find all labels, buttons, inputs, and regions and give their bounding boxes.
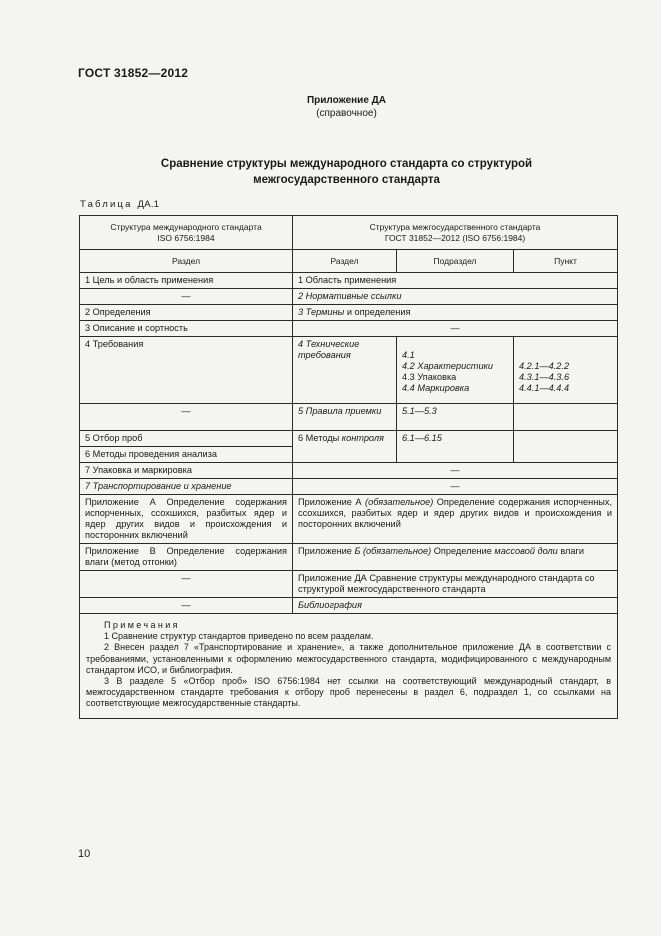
cell-intl: Приложение В Определение содержания влаги (метод отгонки) xyxy=(80,544,293,571)
heading-line-1: Сравнение структуры международного стандарта со структурой xyxy=(160,158,533,170)
table-row xyxy=(80,598,618,614)
page-number: 10 xyxy=(78,848,91,860)
annex-subtitle: (справочное) xyxy=(316,108,377,119)
cell-interstate: 2 Нормативные ссылки xyxy=(293,289,618,305)
table-row xyxy=(80,463,618,479)
cell-section: 5 Правила приемки xyxy=(293,404,397,431)
table-caption-label: Таблица xyxy=(80,199,133,210)
table-row xyxy=(80,571,618,598)
table-row xyxy=(80,289,618,305)
cell-intl: 3 Описание и сортность xyxy=(80,321,293,337)
cell-text: и определения xyxy=(344,307,411,317)
item-line: 4.3.1—4.3.6 xyxy=(519,372,570,382)
cell-intl: 5 Отбор проб xyxy=(80,431,293,447)
cell-section: 4 Технические требования xyxy=(293,337,397,404)
head-intl-structure: Структура международного стандарта ISO 6756:1984 xyxy=(80,216,293,250)
cell-intl: 7 Упаковка и маркировка xyxy=(80,463,293,479)
head-interstate-structure: Структура межгосударственного стандарта ГОСТ 31852—2012 (ISO 6756:1984) xyxy=(293,216,618,250)
item-line: 4.2.1—4.2.2 xyxy=(519,361,570,371)
cell-text: влаги xyxy=(557,546,584,556)
head-col-section: Раздел xyxy=(80,250,293,273)
table-notes-row xyxy=(80,614,618,719)
cell-subsection: 5.1—5.3 xyxy=(397,404,514,431)
cell-text-italic: Б (обязательное) xyxy=(354,546,432,556)
cell-text-italic: (обязательное) xyxy=(365,497,434,507)
cell-interstate: Библиография xyxy=(293,598,618,614)
table-row xyxy=(80,404,618,431)
annex-title: Приложение ДА xyxy=(306,95,387,106)
cell-interstate: 1 Область применения xyxy=(293,273,618,289)
cell-intl: 6 Методы проведения анализа xyxy=(80,447,293,463)
document-code: ГОСТ 31852—2012 xyxy=(78,66,189,80)
subsection-line: 4.4 Маркировка xyxy=(402,383,470,393)
cell-intl: — xyxy=(80,598,293,614)
cell-intl: 7 Транспортирование и хранение xyxy=(80,479,293,495)
table-row xyxy=(80,431,618,447)
cell-section xyxy=(293,431,397,463)
cell-subsection: 6.1—6.15 xyxy=(397,431,514,463)
table-head-row xyxy=(80,216,618,250)
cell-interstate xyxy=(293,544,618,571)
subsection-line: 4.1 xyxy=(402,350,415,360)
cell-subsection xyxy=(397,337,514,404)
cell-intl: Приложение А Определение содержания испорченных, ссохшихся, разбитых ядер и ядер других видов и происхождения и посторонних включений xyxy=(80,495,293,544)
cell-interstate: Приложение ДА Сравнение структуры международного стандарта со структурой межгосударственного стандарта xyxy=(293,571,618,598)
comparison-table xyxy=(79,215,618,719)
cell-intl: 2 Определения xyxy=(80,305,293,321)
table-row xyxy=(80,495,618,544)
cell-interstate xyxy=(293,495,618,544)
cell-text-italic: контроля xyxy=(341,433,384,443)
cell-item xyxy=(514,337,618,404)
subsection-line: 4.3 Упаковка xyxy=(402,372,457,382)
cell-text: Приложение А xyxy=(298,497,366,507)
head-col-item: Пункт xyxy=(514,250,618,273)
table-row xyxy=(80,305,618,321)
cell-interstate xyxy=(293,305,618,321)
table-row xyxy=(80,321,618,337)
cell-interstate: — xyxy=(293,321,618,337)
cell-intl: — xyxy=(80,571,293,598)
table-notes xyxy=(80,614,618,719)
head-col-subsection: Подраздел xyxy=(397,250,514,273)
note-2: 2 Внесен раздел 7 «Транспортирование и хранение», а также дополнительное приложение ДА в соответствии с требованиями, установленными к оформлению межгосударственного стандарта, модифицированного с международным стандартом ИСО, и библиография. xyxy=(86,642,612,675)
table-row xyxy=(80,479,618,495)
cell-text-italic: 3 Термины xyxy=(298,307,345,317)
cell-text: Определение xyxy=(431,546,495,556)
cell-text: Приложение xyxy=(298,546,355,556)
cell-intl: 1 Цель и область применения xyxy=(80,273,293,289)
cell-interstate: — xyxy=(293,463,618,479)
table-row xyxy=(80,273,618,289)
cell-item xyxy=(514,404,618,431)
table-subhead-row xyxy=(80,250,618,273)
heading-line-2: межгосударственного стандарта xyxy=(253,174,440,186)
table-caption xyxy=(80,199,159,210)
cell-intl: — xyxy=(80,289,293,305)
cell-interstate: — xyxy=(293,479,618,495)
item-line: 4.4.1—4.4.4 xyxy=(519,383,570,393)
note-1: 1 Сравнение структур стандартов приведено по всем разделам. xyxy=(104,631,374,642)
table-caption-number: ДА.1 xyxy=(137,199,160,210)
cell-text: 6 Методы xyxy=(298,433,342,443)
cell-intl: 4 Требования xyxy=(80,337,293,404)
table-row xyxy=(80,337,618,404)
note-3: 3 В разделе 5 «Отбор проб» ISO 6756:1984 нет ссылки на соответствующий международный стандарт, в межгосударственном стандарте требования к отбору проб перенесены в раздел 6, подраздел 1, со ссылками на соответствующие межгосударственные стандарты. xyxy=(86,676,612,709)
cell-text-italic: массовой доли xyxy=(494,546,558,556)
cell-intl: — xyxy=(80,404,293,431)
subsection-line: 4.2 Характеристики xyxy=(402,361,494,371)
cell-text: Определение содержания испорченных, ссохшихся, разбитых ядер и ядер других видов и происхождения и посторонних включений xyxy=(298,497,613,529)
cell-item xyxy=(514,431,618,463)
notes-title: Примечания xyxy=(104,620,180,630)
table-row xyxy=(80,544,618,571)
head-col-section-2: Раздел xyxy=(293,250,397,273)
